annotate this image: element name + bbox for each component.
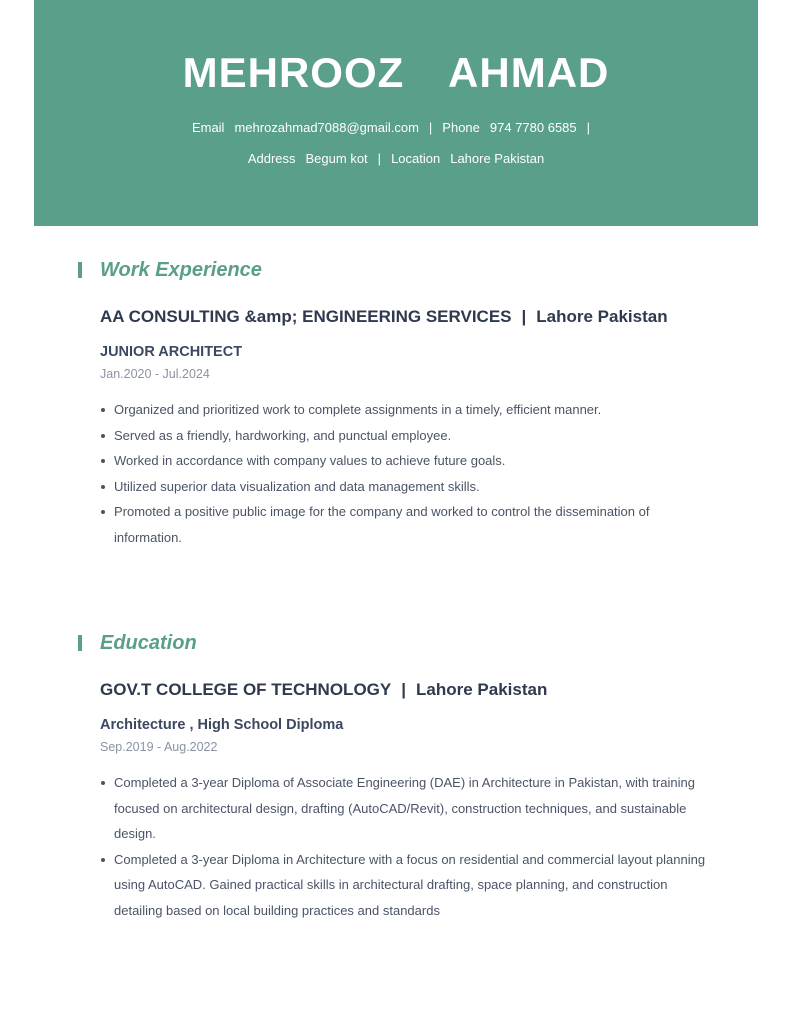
section-marker <box>78 635 82 651</box>
separator: | <box>401 680 406 699</box>
section-title-work <box>78 257 718 283</box>
contact-line-1 <box>34 119 758 137</box>
work-experience-section <box>78 257 718 550</box>
education-dates: Sep.2019 - Aug.2022 <box>100 740 218 754</box>
phone-label: Phone <box>442 120 480 135</box>
list-item: Utilized superior data visualization and data management skills. <box>100 474 718 500</box>
email-value: mehrozahmad7088@gmail.com <box>234 120 419 135</box>
school-heading <box>100 678 718 702</box>
separator: | <box>377 151 382 166</box>
employer-name: AA CONSULTING &amp; ENGINEERING SERVICES <box>100 307 512 326</box>
separator: | <box>428 120 433 135</box>
list-item: Worked in accordance with company values to achieve future goals. <box>100 448 718 474</box>
location-value: Lahore Pakistan <box>450 151 545 166</box>
work-title: Work Experience <box>100 259 262 281</box>
school-name: GOV.T COLLEGE OF TECHNOLOGY <box>100 680 392 699</box>
work-bullet-list <box>100 397 718 550</box>
resume-header <box>34 0 758 226</box>
degree-title: Architecture , High School Diploma <box>100 717 344 733</box>
list-item: Served as a friendly, hardworking, and punctual employee. <box>100 423 718 449</box>
email-label: Email <box>191 120 225 135</box>
separator: | <box>586 120 591 135</box>
education-section <box>78 630 718 923</box>
employer-location: Lahore Pakistan <box>536 307 668 326</box>
school-location: Lahore Pakistan <box>416 680 548 699</box>
list-item: Organized and prioritized work to complete assignments in a timely, efficient manner. <box>100 397 718 423</box>
location-label: Location <box>391 151 441 166</box>
list-item: Completed a 3-year Diploma in Architecture with a focus on residential and commercial layout planning using AutoCAD. Gained practical skills in architectural drafting, space planning, and construction detailing based on local building practices and standards <box>100 847 718 924</box>
job-dates: Jan.2020 - Jul.2024 <box>100 367 210 381</box>
separator: | <box>521 307 527 326</box>
section-marker <box>78 262 82 278</box>
employer-heading <box>100 305 718 329</box>
section-title-education <box>78 630 718 656</box>
candidate-name: MEHROOZ AHMAD <box>182 49 610 96</box>
work-entry <box>78 305 718 550</box>
address-value: Begum kot <box>305 151 368 166</box>
list-item: Promoted a positive public image for the company and worked to control the dissemination of information. <box>100 499 718 550</box>
list-item: Completed a 3-year Diploma of Associate Engineering (DAE) in Architecture in Pakistan, with training focused on architectural design, drafting (AutoCAD/Revit), construction techniques, and sustainable design. <box>100 770 718 847</box>
education-bullet-list <box>100 770 718 923</box>
address-label: Address <box>247 151 296 166</box>
education-title: Education <box>100 632 197 654</box>
job-title: JUNIOR ARCHITECT <box>100 344 243 360</box>
phone-value: 974 7780 6585 <box>489 120 577 135</box>
contact-line-2 <box>34 150 758 168</box>
education-entry <box>78 678 718 923</box>
